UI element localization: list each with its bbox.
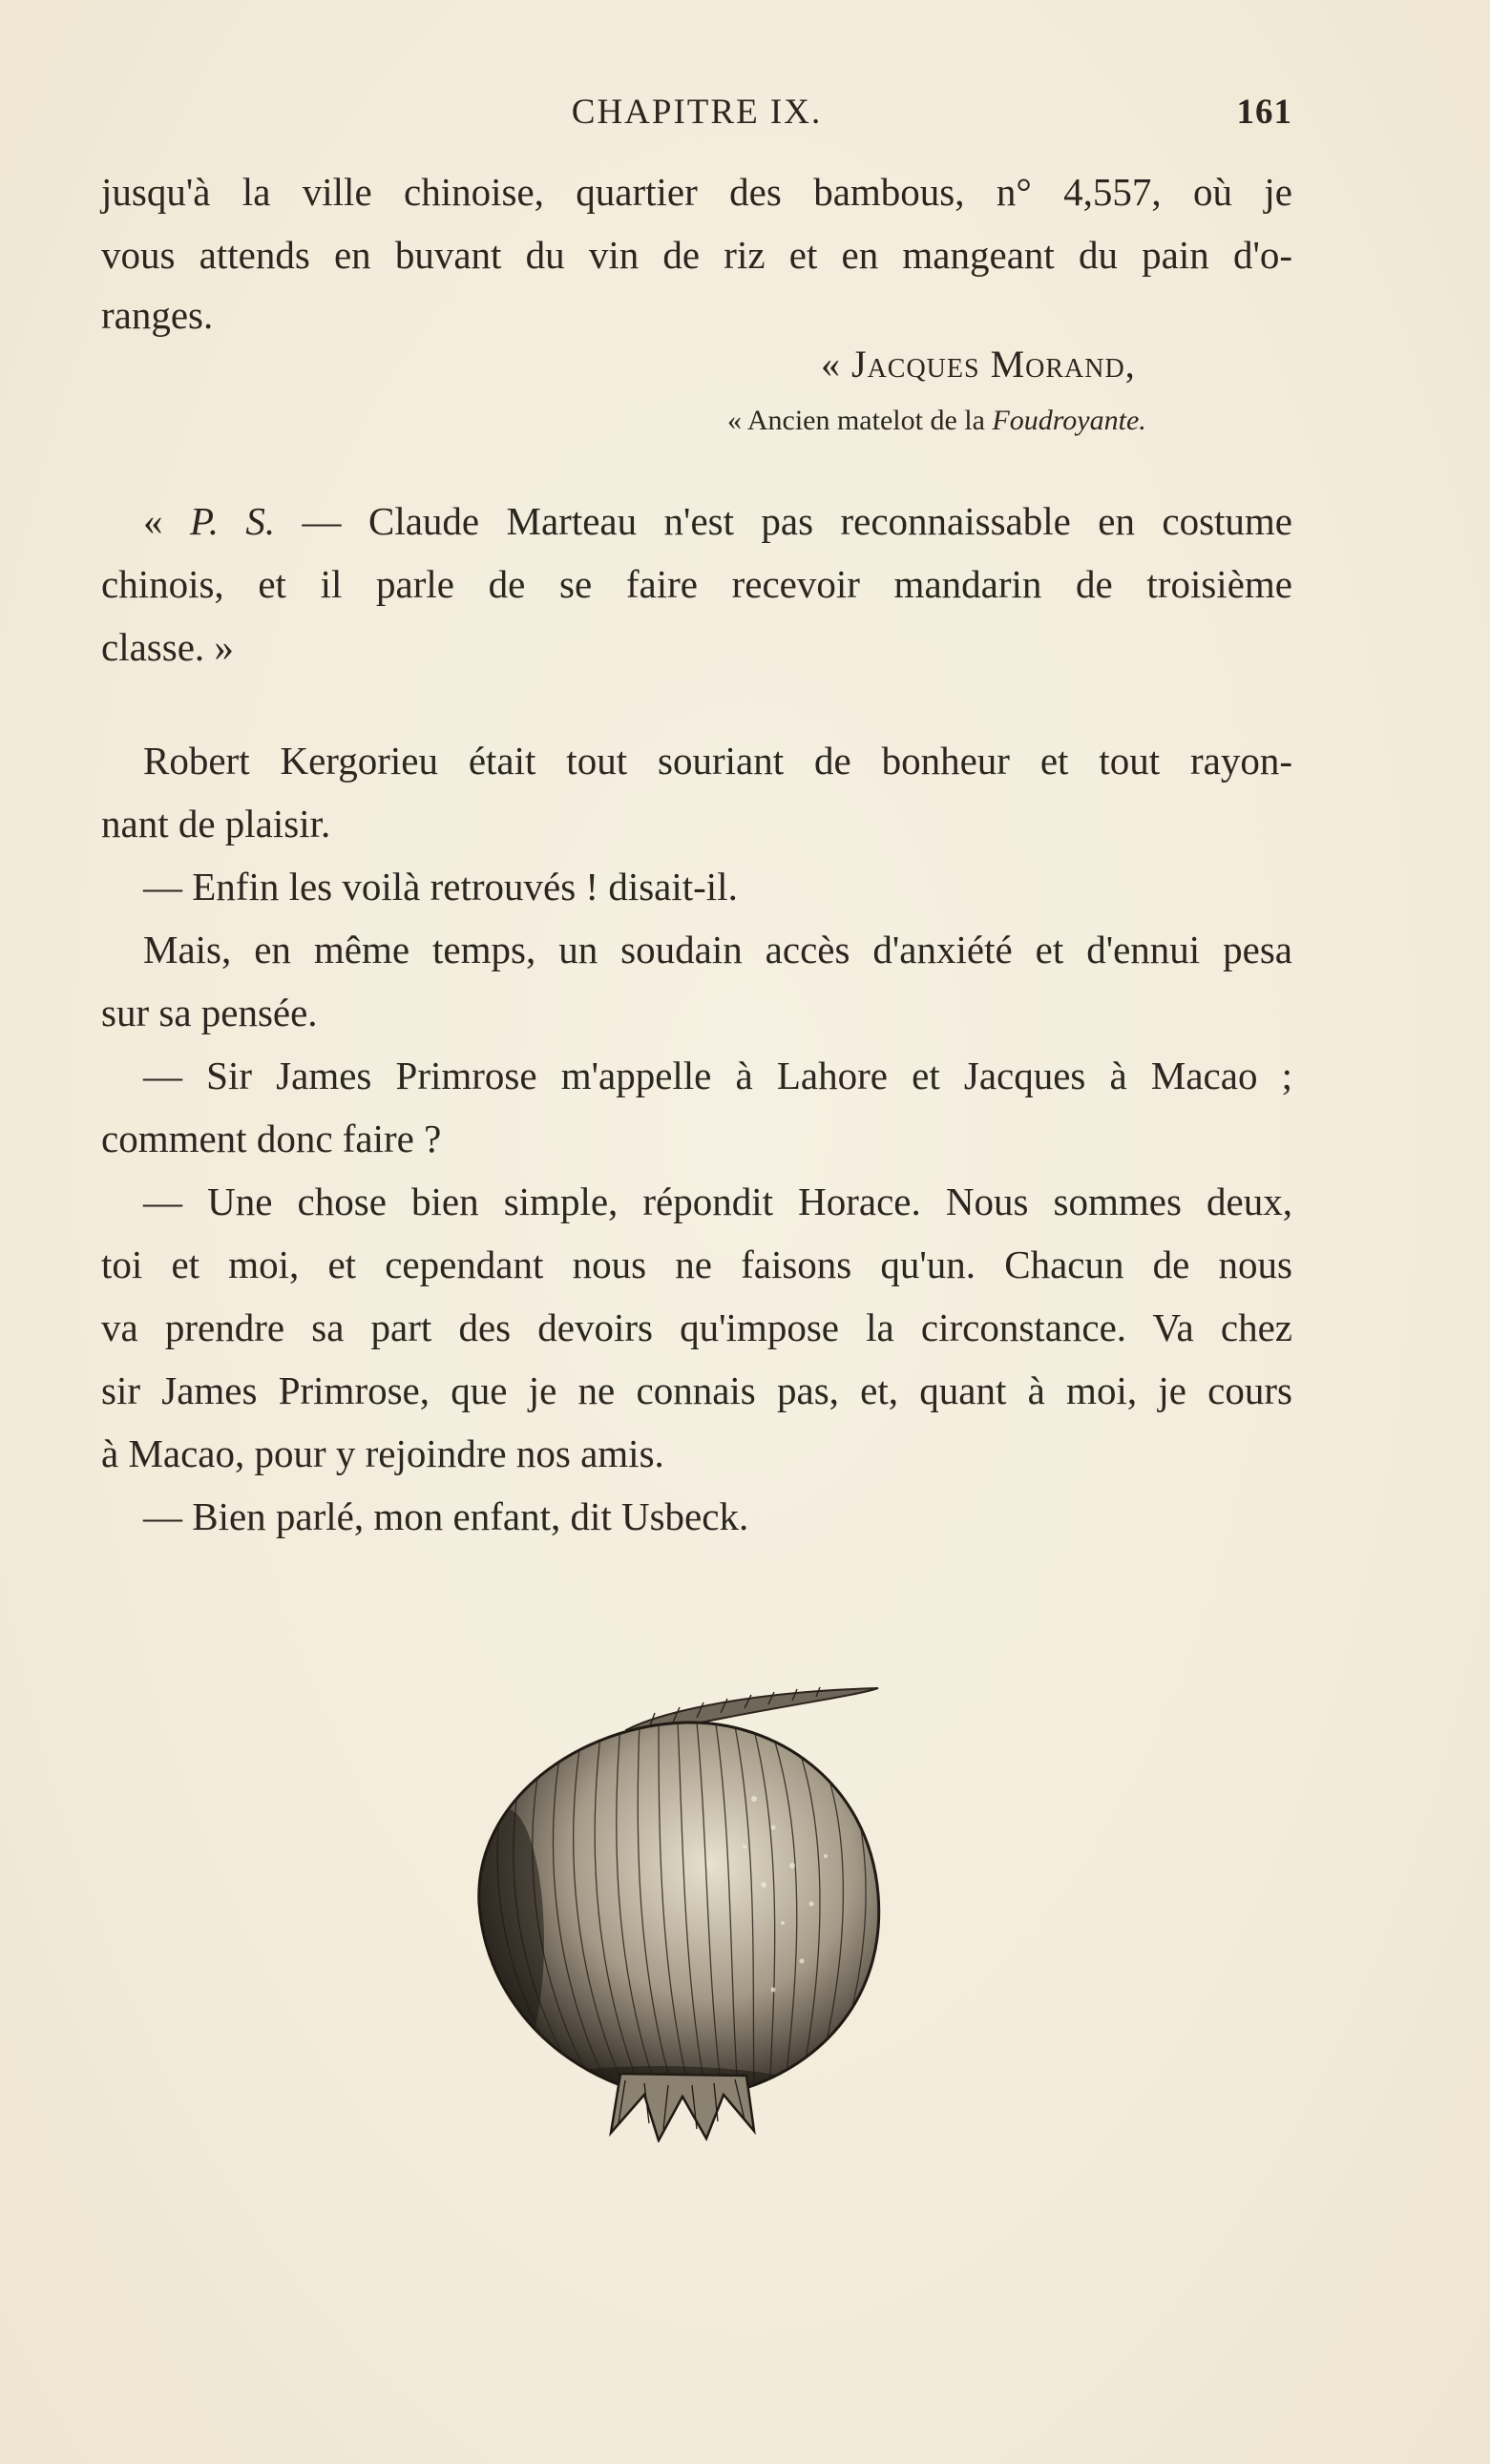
signature-name-text: Jacques Morand, bbox=[851, 343, 1136, 386]
dialogue-line: toi et moi, et cependant nous ne faisons qu'un. Chacun de nous bbox=[101, 1242, 1292, 1286]
text-line: vous attends en buvant du vin de riz et en mangeant du pain d'o- bbox=[101, 233, 1292, 277]
ps-label: P. S. bbox=[189, 499, 276, 543]
signature-title-prefix: « Ancien matelot de la bbox=[727, 405, 993, 436]
running-header bbox=[101, 92, 1292, 139]
signature-title bbox=[727, 405, 1146, 437]
ps-open: « bbox=[143, 499, 190, 543]
text-line: ranges. bbox=[101, 293, 214, 337]
postscript-line bbox=[143, 497, 1292, 545]
dialogue-line: va prendre sa part des devoirs qu'impose la circonstance. Va chez bbox=[101, 1305, 1292, 1349]
dialogue-line: — Sir James Primrose m'appelle à Lahore et Jacques à Macao ; bbox=[143, 1054, 1292, 1097]
paragraph-line: Robert Kergorieu était tout souriant de bonheur et tout rayon- bbox=[143, 739, 1292, 783]
dialogue-line: comment donc faire ? bbox=[101, 1117, 442, 1160]
dialogue-line: — Une chose bien simple, répondit Horace. Nous sommes deux, bbox=[143, 1180, 1292, 1223]
page-number: 161 bbox=[1236, 93, 1292, 132]
paragraph-line: nant de plaisir. bbox=[101, 802, 331, 846]
text-line: jusqu'à la ville chinoise, quartier des bambous, n° 4,557, où je bbox=[101, 170, 1292, 214]
signature-quote: « bbox=[821, 343, 851, 386]
ps-line1-rest: — Claude Marteau n'est pas reconnaissable en costume bbox=[275, 499, 1293, 543]
postscript-line: chinois, et il parle de se faire recevoir mandarin de troisième bbox=[101, 562, 1292, 606]
dialogue-line: — Bien parlé, mon enfant, dit Usbeck. bbox=[143, 1494, 749, 1538]
pomegranate-engraving-icon bbox=[468, 1675, 907, 2142]
dialogue-line: — Enfin les voilà retrouvés ! disait-il. bbox=[143, 865, 738, 908]
signature-name bbox=[821, 342, 1136, 386]
paragraph-line: sur sa pensée. bbox=[101, 991, 318, 1034]
dialogue-line: sir James Primrose, que je ne connais pas, et, quant à moi, je cours bbox=[101, 1368, 1292, 1412]
chapter-title: CHAPITRE IX. bbox=[571, 93, 823, 132]
dialogue-line: à Macao, pour y rejoindre nos amis. bbox=[101, 1431, 664, 1475]
ship-name: Foudroyante. bbox=[992, 405, 1146, 436]
postscript-line: classe. » bbox=[101, 625, 234, 669]
paragraph-line: Mais, en même temps, un soudain accès d'anxiété et d'ennui pesa bbox=[143, 928, 1292, 971]
